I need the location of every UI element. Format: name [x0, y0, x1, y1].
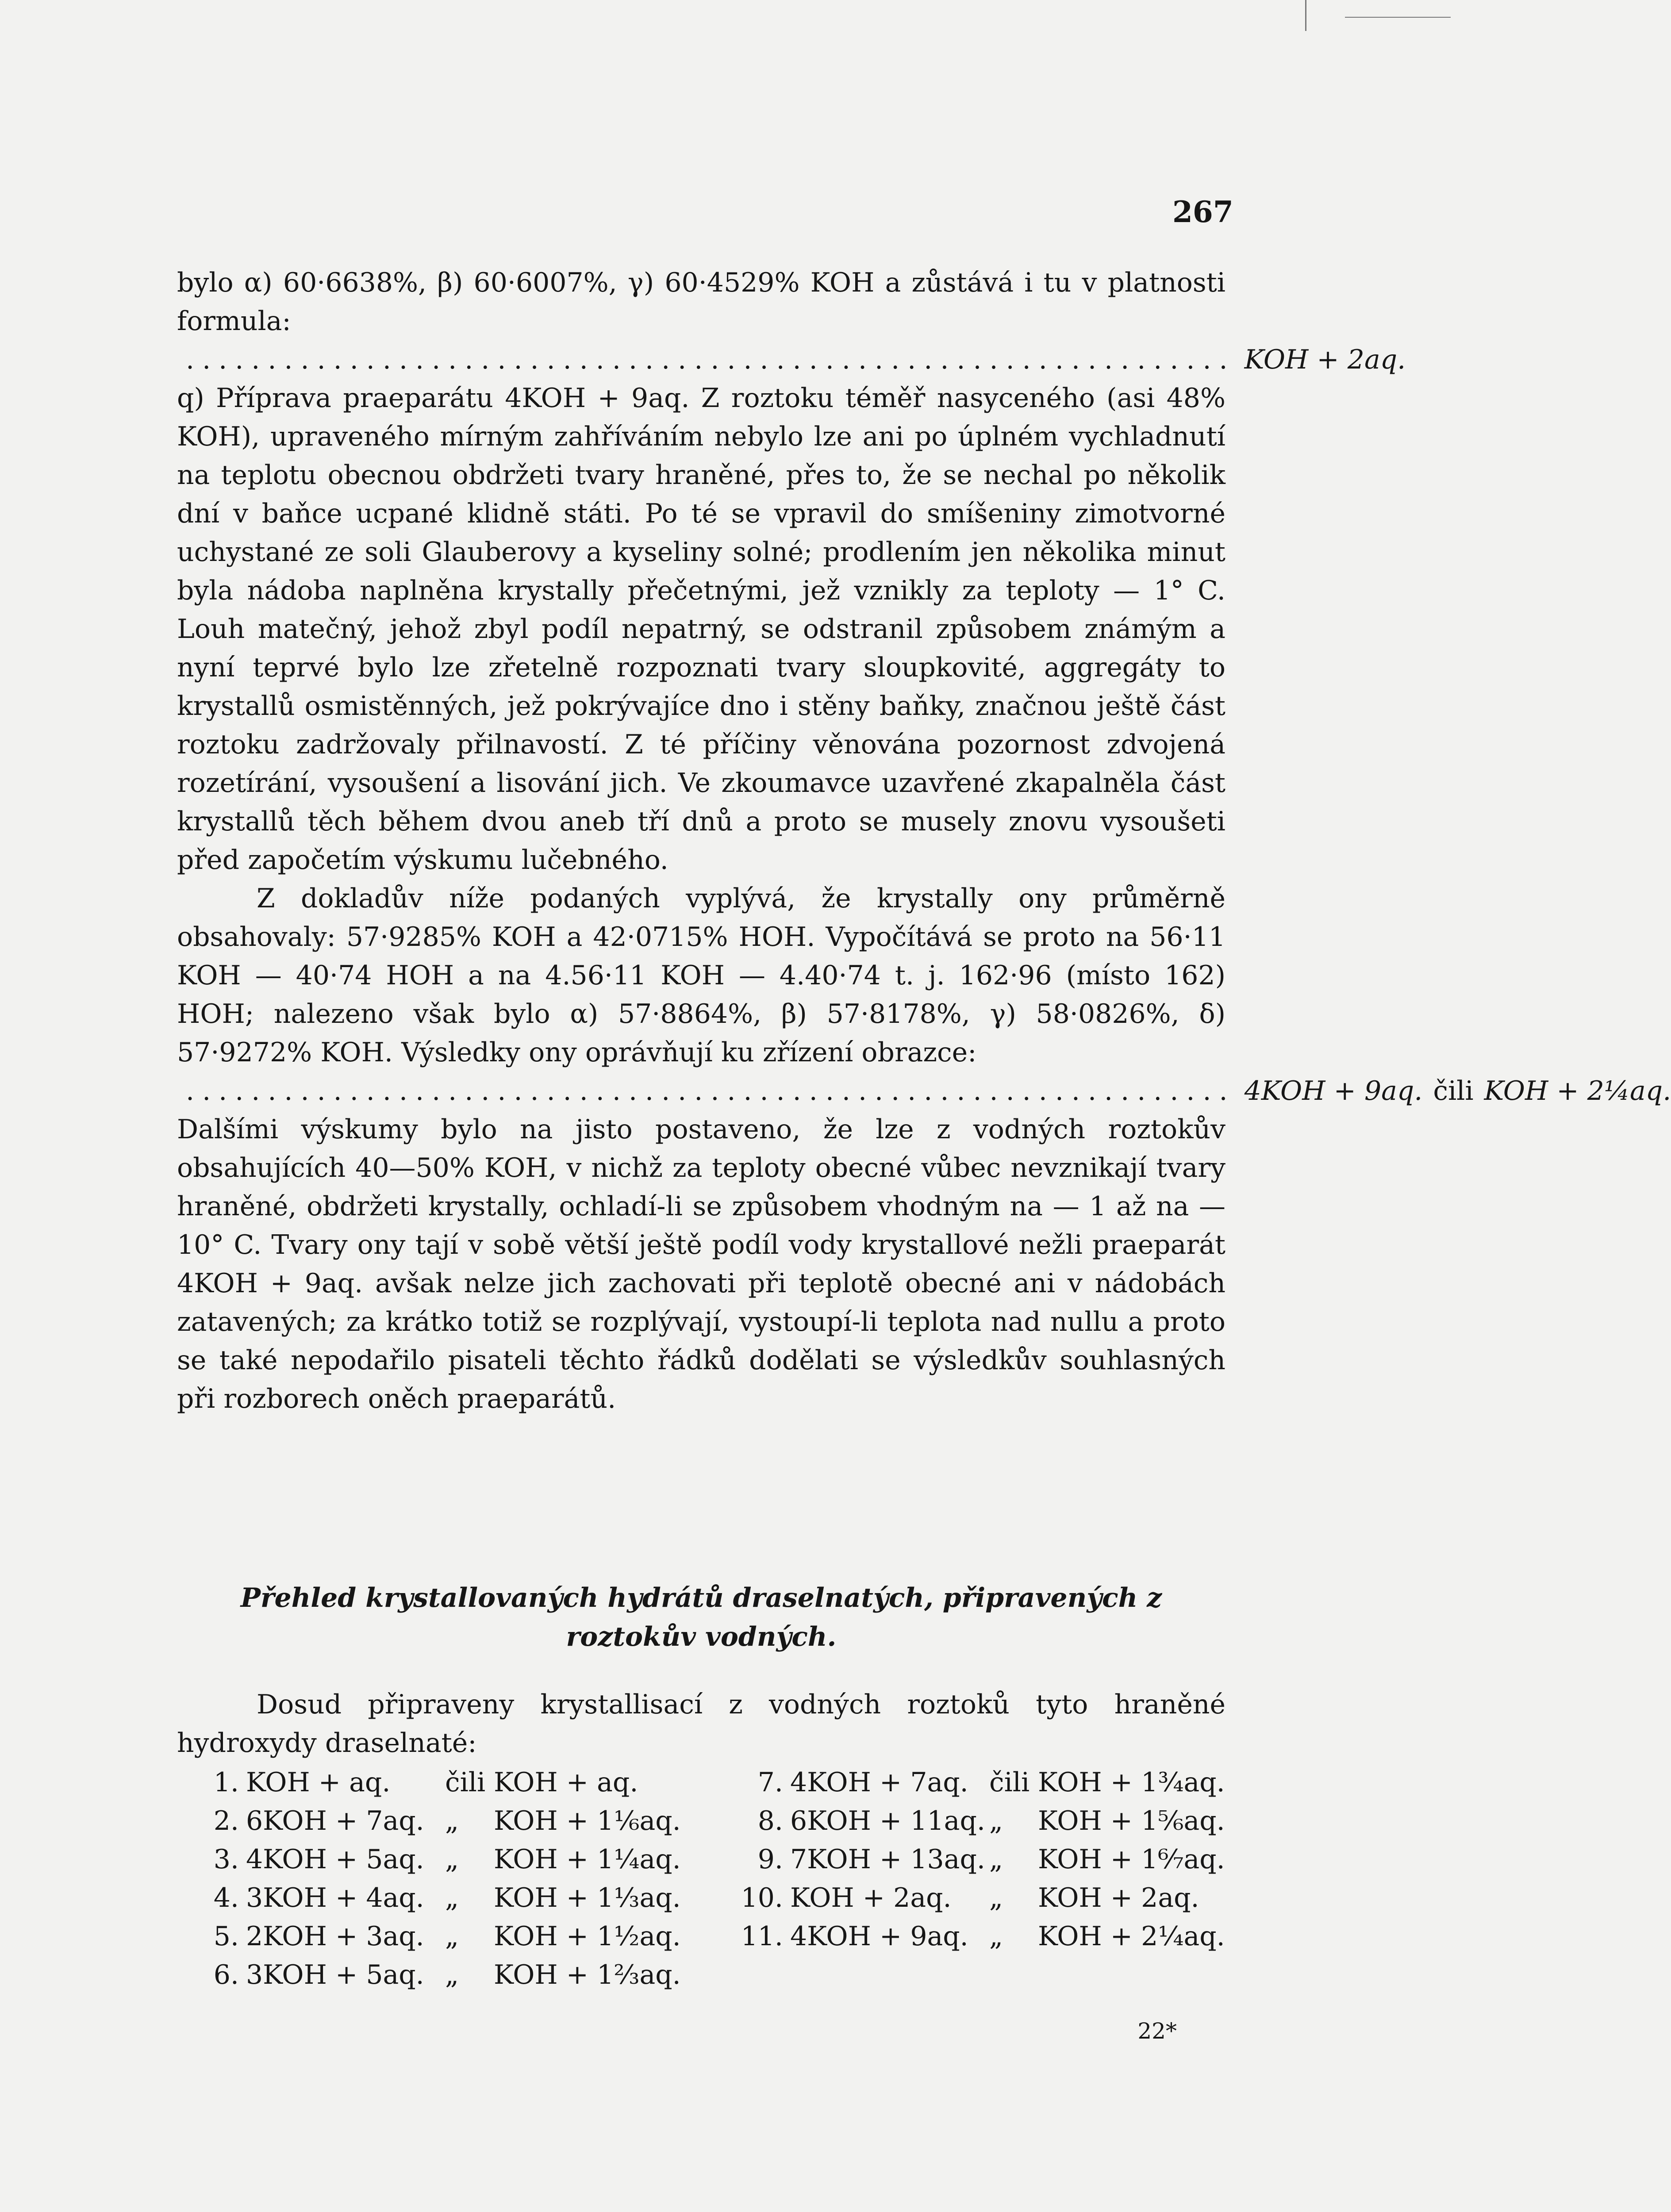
hydrate-simplified: KOH + 2aq. [1038, 1882, 1199, 1913]
page-number: 267 [1172, 195, 1233, 229]
hydrate-equiv: „ [445, 1959, 459, 1990]
paragraph-3 [177, 879, 1225, 1072]
hydrate-row [190, 1917, 681, 1956]
hydrate-row [734, 1763, 1225, 1802]
hydrate-formula: 6KOH + 7aq. [246, 1805, 424, 1836]
formula-line-1 [177, 341, 1406, 379]
intro-text-content: Dosud připraveny krystallisací z vodných roztoků tyto hraněné hydroxydy draselnaté: [177, 1689, 1225, 1759]
hydrate-simplified: KOH + 2¼aq. [1038, 1921, 1225, 1952]
hydrate-formula: 7KOH + 13aq. [790, 1844, 985, 1875]
hydrate-formula: KOH + 2aq. [790, 1882, 952, 1913]
formula-1: KOH + 2aq. [1244, 344, 1406, 375]
hydrate-simplified: KOH + aq. [494, 1767, 638, 1798]
formula-2-alt: KOH + 2¼aq. [1484, 1075, 1671, 1106]
hydrate-formula: 4KOH + 5aq. [246, 1844, 424, 1875]
signature-mark: 22* [1137, 2018, 1177, 2044]
page-edge-line [1345, 17, 1451, 18]
formula-2: 4KOH + 9aq. [1244, 1075, 1423, 1106]
hydrate-row [190, 1956, 681, 1994]
leader-dots: ................................................................ [186, 1075, 1236, 1106]
hydrate-simplified: KOH + 1⅙aq. [494, 1805, 681, 1836]
hydrate-simplified: KOH + 1¾aq. [1038, 1767, 1225, 1798]
hydrate-formula: 6KOH + 11aq. [790, 1805, 985, 1836]
hydrate-simplified: KOH + 1⅚aq. [1038, 1805, 1225, 1836]
hydrate-number: 2. [213, 1805, 239, 1836]
hydrate-number: 10. [741, 1882, 783, 1913]
hydrate-number: 1. [213, 1767, 239, 1798]
hydrate-formula: KOH + aq. [246, 1767, 391, 1798]
hydrate-simplified: KOH + 1⁶⁄₇aq. [1038, 1844, 1225, 1875]
paragraph-4 [177, 1110, 1225, 1418]
hydrate-number: 9. [757, 1844, 783, 1875]
hydrate-row [190, 1802, 681, 1840]
hydrate-row [190, 1763, 681, 1802]
paragraph-4-text: Dalšími výskumy bylo na jisto postaveno, že lze z vodných roztokův obsahujících 40—50% KOH, v nichž za teploty obecné vůbec nevznikají tvary hraněné, obdržeti krystally, ochladí-li se způsobem vhodným na — 1 až na — 10° C. Tvary ony tají v sobě větší ještě podíl vody krystallové nežli praeparát 4KOH + 9aq. avšak nelze jich zachovati při teplotě obecné ani v nádobách zatavených; za krátko totiž se rozplývají, vystoupí-li teplota nad nullu a proto se také nepodařilo pisateli těchto řádků dodělati se výsledkův souhlasných při rozborech oněch praeparátů. [177, 1114, 1225, 1414]
hydrate-simplified: KOH + 1¼aq. [494, 1844, 681, 1875]
page-edge-line [1305, 0, 1306, 31]
hydrate-column-left [190, 1763, 681, 1994]
hydrate-equiv: „ [989, 1805, 1003, 1836]
hydrate-formula: 3KOH + 4aq. [246, 1882, 424, 1913]
hydrate-equiv: „ [989, 1921, 1003, 1952]
formula-line-2 [177, 1072, 1671, 1110]
hydrate-number: 6. [213, 1959, 239, 1990]
hydrate-equiv: „ [445, 1805, 459, 1836]
hydrate-number: 7. [757, 1767, 783, 1798]
hydrate-column-right [734, 1763, 1225, 1956]
hydrate-formula: 4KOH + 7aq. [790, 1767, 968, 1798]
leader-dots: ................................................................ [186, 344, 1236, 375]
formula-2-alt-prefix: čili [1433, 1075, 1474, 1106]
hydrate-formula: 2KOH + 3aq. [246, 1921, 424, 1952]
paragraph-2-text: q) Příprava praeparátu 4KOH + 9aq. Z roztoku téměř nasyceného (asi 48% KOH), upraveného mírným zahříváním nebylo lze ani po úplném vychladnutí na teplotu obecnou obdržeti tvary hraněné, přes to, že se nechal po několik dní v baňce ucpané klidně státi. Po té se vpravil do smíšeniny zimotvorné uchystané ze soli Glauberovy a kyseliny solné; prodlením jen několika minut byla nádoba naplněna krystally přečetnými, jež vznikly za teploty — 1° C. Louh matečný, jehož zbyl podíl nepatrný, se odstranil způsobem známým a nyní teprvé bylo lze zřetelně rozpoznati tvary sloupkovité, aggregáty to krystallů osmistěnných, jež pokrývajíce dno i stěny baňky, značnou ještě část roztoku zadržovaly přilnavostí. Z té příčiny věnována pozornost zdvojená rozetírání, vysoušení a lisování jich. Ve zkoumavce uzavřené zkapalněla část krystallů těch během dvou aneb tří dnů a proto se musely znovu vysoušeti před započetím výskumu lučebného. [177, 383, 1225, 876]
paragraph-1-text: bylo α) 60·6638%, β) 60·6007%, γ) 60·4529% KOH a zůstává i tu v platnosti formula: [177, 267, 1225, 337]
hydrate-formula: 4KOH + 9aq. [790, 1921, 968, 1952]
hydrate-number: 5. [213, 1921, 239, 1952]
hydrate-number: 11. [741, 1921, 783, 1952]
hydrate-simplified: KOH + 1⅓aq. [494, 1882, 681, 1913]
hydrate-equiv: „ [989, 1844, 1003, 1875]
body-text [177, 264, 1671, 1418]
hydrate-equiv: čili [445, 1767, 486, 1798]
hydrate-row [734, 1917, 1225, 1956]
hydrate-number: 8. [757, 1805, 783, 1836]
hydrate-equiv: „ [445, 1844, 459, 1875]
paragraph-3-text: Z dokladův níže podaných vyplývá, že krystally ony průměrně obsahovaly: 57·9285% KOH a 42·0715% HOH. Vypočítává se proto na 56·11 KOH — 40·74 HOH a na 4.56·11 KOH — 4.40·74 t. j. 162·96 (místo 162) HOH; nalezeno však bylo α) 57·8864%, β) 57·8178%, γ) 58·0826%, δ) 57·9272% KOH. Výsledky ony oprávňují ku zřízení obrazce: [177, 883, 1225, 1068]
hydrate-equiv: čili [989, 1767, 1030, 1798]
hydrate-equiv: „ [445, 1921, 459, 1952]
paragraph-2 [177, 379, 1225, 879]
hydrate-row [734, 1840, 1225, 1879]
section-heading: Přehled krystallovaných hydrátů draselnatých, připravených z roztokův vodných. [240, 1582, 1162, 1652]
hydrate-formula: 3KOH + 5aq. [246, 1959, 424, 1990]
hydrate-number: 4. [213, 1882, 239, 1913]
hydrate-row [190, 1840, 681, 1879]
hydrate-row [734, 1802, 1225, 1840]
hydrate-equiv: „ [989, 1882, 1003, 1913]
paragraph-1 [177, 264, 1225, 341]
hydrate-simplified: KOH + 1½aq. [494, 1921, 681, 1952]
hydrate-number: 3. [213, 1844, 239, 1875]
hydrate-equiv: „ [445, 1882, 459, 1913]
intro-text [177, 1686, 1225, 1763]
hydrate-row [734, 1879, 1225, 1917]
hydrate-simplified: KOH + 1⅔aq. [494, 1959, 681, 1990]
hydrate-row [190, 1879, 681, 1917]
